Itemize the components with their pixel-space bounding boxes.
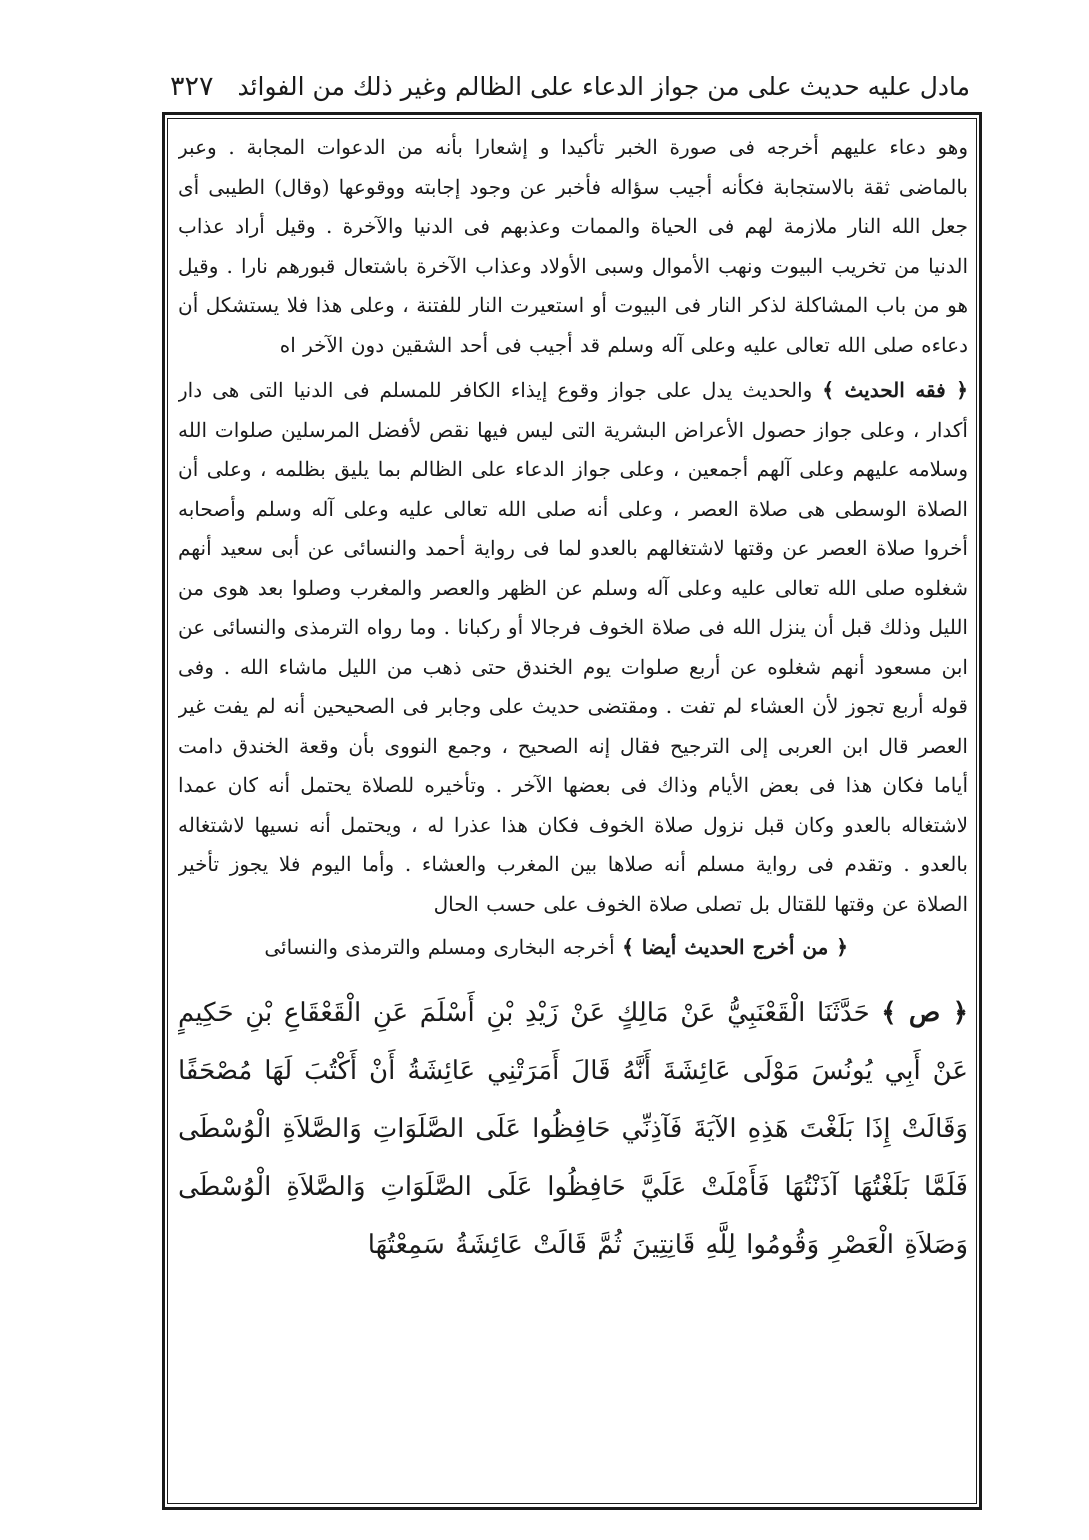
section-heading-takhrij: ﴿ من أخرج الحديث أيضا ﴾ bbox=[622, 935, 848, 959]
fiqh-paragraph bbox=[178, 371, 968, 924]
page-header bbox=[170, 66, 970, 106]
takhrij-text: أخرجه البخارى ومسلم والترمذى والنسائى bbox=[264, 935, 615, 959]
hadith-paragraph bbox=[178, 984, 968, 1274]
commentary-text: وهو دعاء عليهم أخرجه فى صورة الخبر تأكيدا و إشعارا بأنه من الدعوات المجابة . وعبر بالماضى ثقة بالاستجابة فكأنه أجيب سؤاله فأخبر عن وجود إجابته ووقوعها (وقال) الطيبى أى جعل الله النار ملازمة لهم فى الحياة والممات وعذبهم فى الدنيا والآخرة . وقيل أراد عذاب الدنيا من تخريب البيوت ونهب الأموال وسبى الأولاد وعذاب الآخرة باشتعال قبورهم نارا . وقيل هو من باب المشاكلة لذكر النار فى البيوت أو استعيرت النار للفتنة ، وعلى هذا فلا يستشكل أن دعاءه صلى الله تعالى عليه وعلى آله وسلم قد أجيب فى أحد الشقين دون الآخر اه bbox=[178, 135, 968, 357]
commentary-paragraph bbox=[178, 128, 968, 365]
section-heading-fiqh: ﴿ فقه الحديث ﴾ bbox=[822, 378, 968, 402]
body-text bbox=[178, 128, 968, 1498]
hadith-text: حَدَّثَنَا الْقَعْنَبِيُّ عَنْ مَالِكٍ عَنْ زَيْدِ بْنِ أَسْلَمَ عَنِ الْقَعْقَاعِ بْنِ حَكِيمٍ عَنْ أَبِي يُونُسَ مَوْلَى عَائِشَةَ أَنَّهُ قَالَ أَمَرَتْنِي عَائِشَةُ أَنْ أَكْتُبَ لَهَا مُصْحَفًا وَقَالَتْ إِذَا بَلَغْتَ هَذِهِ الآيَةَ فَآذِنِّي حَافِظُوا عَلَى الصَّلَوَاتِ وَالصَّلاَةِ الْوُسْطَى فَلَمَّا بَلَغْتُهَا آذَنْتُهَا فَأَمْلَتْ عَلَيَّ حَافِظُوا عَلَى الصَّلَوَاتِ وَالصَّلاَةِ الْوُسْطَى وَصَلاَةِ الْعَصْرِ وَقُومُوا لِلَّهِ قَانِتِينَ ثُمَّ قَالَتْ عَائِشَةُ سَمِعْتُهَا bbox=[178, 997, 968, 1260]
hadith-marker: ﴿ ص ﴾ bbox=[881, 997, 968, 1028]
page-number: ٣٢٧ bbox=[170, 70, 214, 102]
fiqh-text: والحديث يدل على جواز وقوع إيذاء الكافر للمسلم فى الدنيا التى هى دار أكدار ، وعلى جواز حصول الأعراض البشرية التى ليس فيها نقص لأفضل المرسلين صلوات الله وسلامه عليهم وعلى آلهم أجمعين ، وعلى جواز الدعاء على الظالم بما يليق بظلمه ، وعلى أن الصلاة الوسطى هى صلاة العصر ، وعلى أنه صلى الله تعالى عليه وعلى آله وسلم وأصحابه أخروا صلاة العصر عن وقتها لاشتغالهم بالعدو لما فى رواية أحمد والنسائى عن أبى سعيد أنهم شغلوه صلى الله تعالى عليه وعلى آله وسلم عن الظهر والعصر والمغرب وصلوا بعد هوى من الليل وذلك قبل أن ينزل الله فى صلاة الخوف فرجالا أو ركبانا . وما رواه الترمذى والنسائى عن ابن مسعود أنهم شغلوه عن أربع صلوات يوم الخندق حتى ذهب من الليل ماشاء الله . وفى قوله أربع تجوز لأن العشاء لم تفت . ومقتضى حديث على وجابر فى الصحيحين أنه لم يفت غير العصر قال ابن العربى إلى الترجيح فقال إنه الصحيح ، وجمع النووى بأن وقعة الخندق دامت أياما فكان هذا فى بعض الأيام وذاك فى بعضها الآخر . وتأخيره للصلاة يحتمل أنه كان عمدا لاشتغاله بالعدو وكان قبل نزول صلاة الخوف فكان هذا عذرا له ، ويحتمل أنه نسيها لاشتغاله بالعدو . وتقدم فى رواية مسلم أنه صلاها بين المغرب والعشاء . وأما اليوم فلا يجوز تأخير الصلاة عن وقتها للقتال بل تصلى صلاة الخوف على حسب الحال bbox=[178, 378, 968, 916]
running-title: مادل عليه حديث على من جواز الدعاء على الظالم وغير ذلك من الفوائد bbox=[237, 71, 970, 101]
takhrij-paragraph bbox=[178, 928, 968, 968]
